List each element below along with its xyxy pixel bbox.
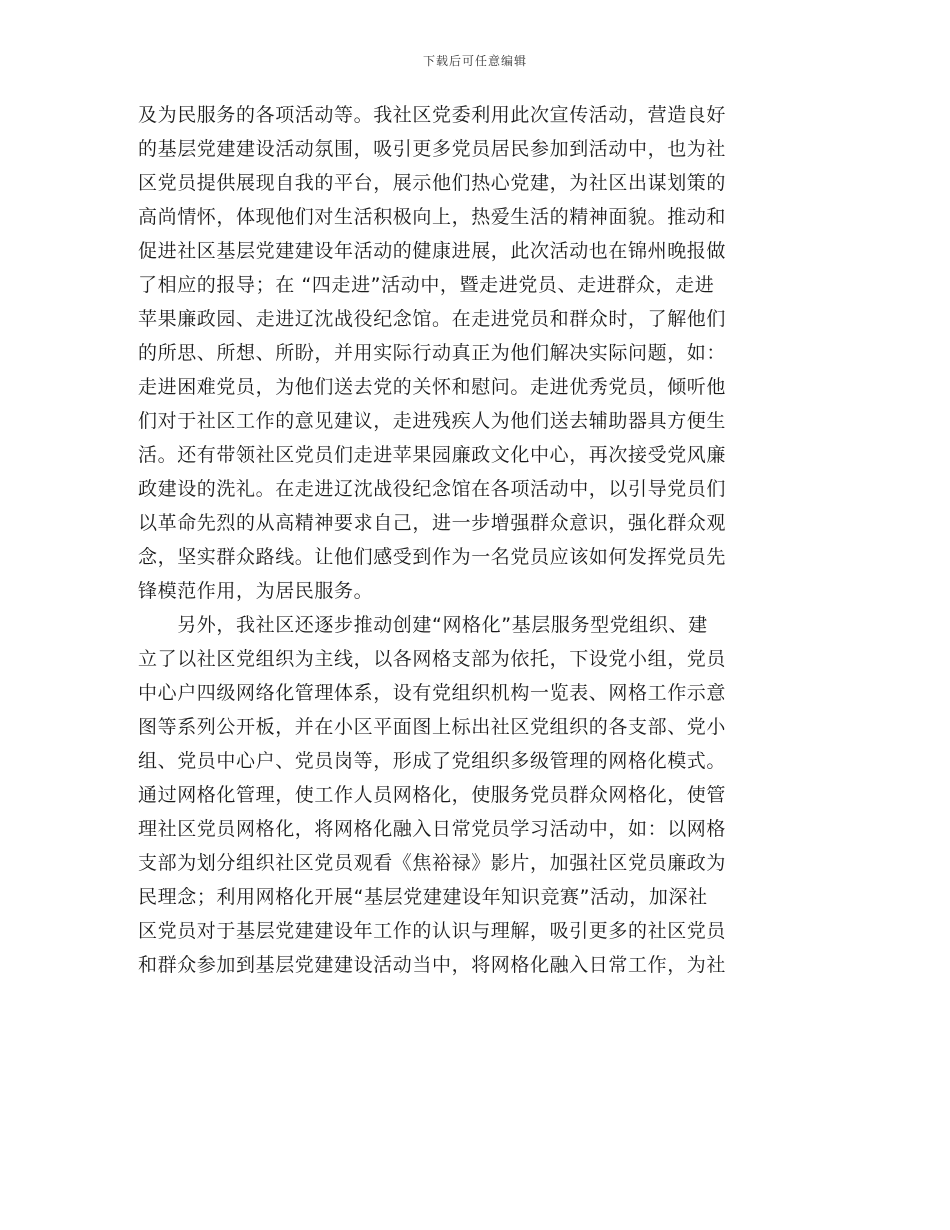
text-line: 的所思、所想、所盼，并用实际行动真正为他们解决实际问题，如： bbox=[138, 342, 727, 364]
text-line: 及为民服务的各项活动等。我社区党委利用此次宣传活动，营造良好 bbox=[138, 104, 727, 126]
text-line: 通过网格化管理，使工作人员网格化，使服务党员群众网格化，使管 bbox=[138, 784, 727, 806]
text-line: 的基层党建建设活动氛围，吸引更多党员居民参加到活动中，也为社 bbox=[138, 138, 727, 160]
text-line: 念，坚实群众路线。让他们感受到作为一名党员应该如何发挥党员先 bbox=[138, 546, 727, 568]
text-line: 组、党员中心户、党员岗等，形成了党组织多级管理的网格化模式。 bbox=[138, 750, 727, 772]
text-line: 图等系列公开板，并在小区平面图上标出社区党组织的各支部、党小 bbox=[138, 716, 727, 738]
text-line: 另外，我社区还逐步推动创建“网格化”基层服务型党组织、建 bbox=[138, 614, 708, 636]
text-line: 支部为划分组织社区党员观看《焦裕禄》影片，加强社区党员廉政为 bbox=[138, 852, 727, 874]
text-line: 政建设的洗礼。在走进辽沈战役纪念馆在各项活动中，以引导党员们 bbox=[138, 478, 727, 500]
text-line: 区党员对于基层党建建设年工作的认识与理解，吸引更多的社区党员 bbox=[138, 920, 727, 942]
text-line: 和群众参加到基层党建建设活动当中，将网格化融入日常工作，为社 bbox=[138, 954, 727, 976]
text-line: 理社区党员网格化，将网格化融入日常党员学习活动中，如：以网格 bbox=[138, 818, 727, 840]
text-line: 区党员提供展现自我的平台，展示他们热心党建，为社区出谋划策的 bbox=[138, 172, 727, 194]
text-line: 们对于社区工作的意见建议，走进残疾人为他们送去辅助器具方便生 bbox=[138, 410, 727, 432]
text-line: 促进社区基层党建建设年活动的健康进展，此次活动也在锦州晚报做 bbox=[138, 240, 727, 262]
text-line: 高尚情怀，体现他们对生活积极向上，热爱生活的精神面貌。推动和 bbox=[138, 206, 727, 228]
text-line: 了相应的报导；在 “四走进”活动中，暨走进党员、走进群众，走进 bbox=[138, 274, 715, 296]
body-text bbox=[138, 98, 818, 982]
text-line: 走进困难党员，为他们送去党的关怀和慰问。走进优秀党员，倾听他 bbox=[138, 376, 727, 398]
text-line: 锋模范作用，为居民服务。 bbox=[138, 580, 374, 602]
text-line: 以革命先烈的从高精神要求自己，进一步增强群众意识，强化群众观 bbox=[138, 512, 727, 534]
text-line: 苹果廉政园、走进辽沈战役纪念馆。在走进党员和群众时，了解他们 bbox=[138, 308, 727, 330]
text-line: 民理念；利用网格化开展“基层党建建设年知识竞赛”活动，加深社 bbox=[138, 886, 708, 908]
text-line: 活。还有带领社区党员们走进苹果园廉政文化中心，再次接受党风廉 bbox=[138, 444, 727, 466]
page-header: 下载后可任意编辑 bbox=[422, 54, 527, 68]
text-line: 中心户四级网络化管理体系，设有党组织机构一览表、网格工作示意 bbox=[138, 682, 727, 704]
text-line: 立了以社区党组织为主线，以各网格支部为依托，下设党小组，党员 bbox=[138, 648, 727, 670]
